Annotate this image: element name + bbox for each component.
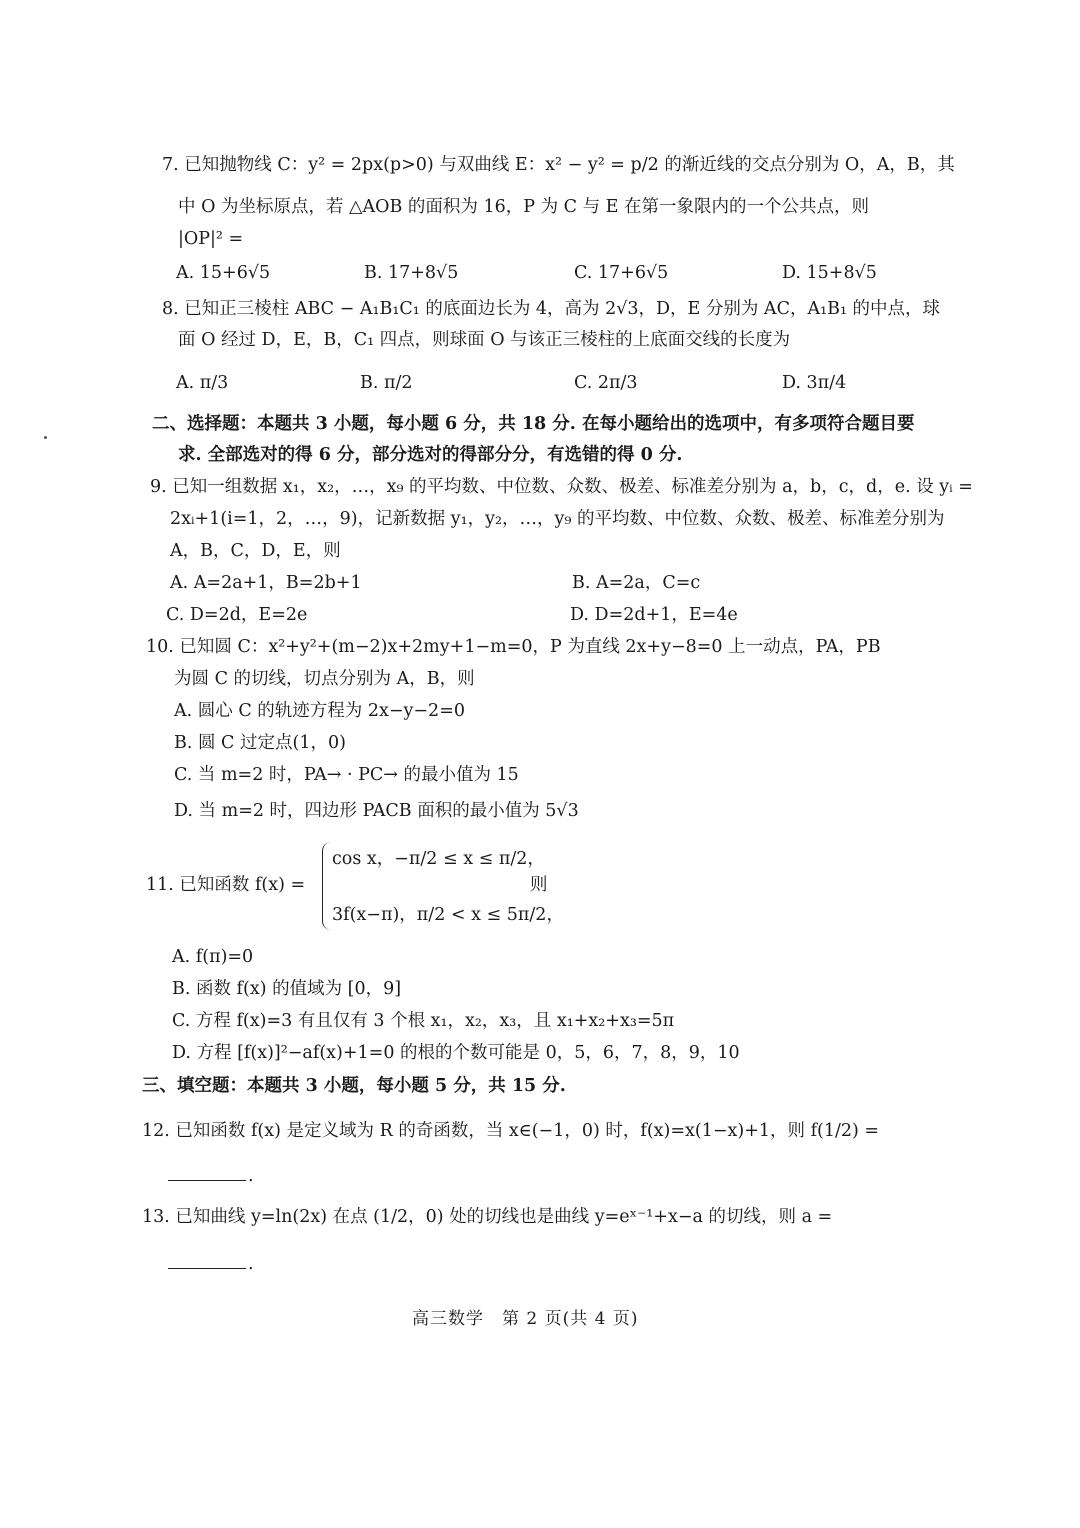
q11-option-d: D. 方程 [f(x)]²−af(x)+1=0 的根的个数可能是 0，5，6，7，8，9，10 <box>172 1043 740 1063</box>
q9-option-b: B. A=2a，C=c <box>572 573 701 593</box>
q9-line2: 2xᵢ+1(i=1，2，…，9)，记新数据 y₁，y₂，…，y₉ 的平均数、中位数、众数、极差、标准差分别为 <box>170 509 945 529</box>
q11-case1: cos x，−π/2 ≤ x ≤ π/2， <box>332 849 545 869</box>
q8-option-d: D. 3π/4 <box>782 373 847 393</box>
q12-period: . <box>248 1166 254 1186</box>
page-footer: 高三数学 第 2 页(共 4 页) <box>412 1309 639 1329</box>
q11-tail: 则 <box>530 875 548 895</box>
q12-line1: 12. 已知函数 f(x) 是定义域为 R 的奇函数，当 x∈(−1，0) 时，f(x)=x(1−x)+1，则 f(1/2) = <box>142 1121 880 1141</box>
q8-option-c: C. 2π/3 <box>574 373 638 393</box>
q7-option-b: B. 17+8√5 <box>364 263 459 283</box>
q8-option-b: B. π/2 <box>360 373 413 393</box>
q12-answer-blank[interactable] <box>168 1180 246 1181</box>
q7-option-a: A. 15+6√5 <box>176 263 271 283</box>
q11-option-a: A. f(π)=0 <box>172 947 254 967</box>
q9-option-c: C. D=2d，E=2e <box>166 605 308 625</box>
q11-option-c: C. 方程 f(x)=3 有且仅有 3 个根 x₁，x₂，x₃，且 x₁+x₂+x₃=5π <box>172 1011 675 1031</box>
q7-line3: |OP|² = <box>178 229 244 249</box>
q9-option-a: A. A=2a+1，B=2b+1 <box>170 573 362 593</box>
section-2-header-line2: 求. 全部选对的得 6 分，部分选对的得部分分，有选错的得 0 分. <box>178 445 683 465</box>
q7-line1: 7. 已知抛物线 C：y² = 2px(p>0) 与双曲线 E：x² − y² = p/2 的渐近线的交点分别为 O，A，B，其 <box>162 155 955 175</box>
q11-lead: 11. 已知函数 f(x) = <box>146 875 306 895</box>
q10-line2: 为圆 C 的切线，切点分别为 A，B，则 <box>174 669 475 689</box>
q11-option-b: B. 函数 f(x) 的值域为 [0，9] <box>172 979 402 999</box>
q10-option-c: C. 当 m=2 时，PA→ · PC→ 的最小值为 15 <box>174 765 519 785</box>
q10-option-a: A. 圆心 C 的轨迹方程为 2x−y−2=0 <box>174 701 465 721</box>
piecewise-brace <box>322 842 331 930</box>
q9-line3: A，B，C，D，E，则 <box>170 541 341 561</box>
section-2-header-line1: 二、选择题：本题共 3 小题，每小题 6 分，共 18 分. 在每小题给出的选项中，有多项符合题目要 <box>152 414 915 434</box>
q13-period: . <box>248 1254 254 1274</box>
q7-option-d: D. 15+8√5 <box>782 263 877 283</box>
q10-line1: 10. 已知圆 C：x²+y²+(m−2)x+2my+1−m=0，P 为直线 2x+y−8=0 上一动点，PA，PB <box>146 637 881 657</box>
q9-option-d: D. D=2d+1，E=4e <box>570 605 738 625</box>
q10-option-d: D. 当 m=2 时，四边形 PACB 面积的最小值为 5√3 <box>174 801 579 821</box>
scan-speck <box>44 436 47 439</box>
section-3-header: 三、填空题：本题共 3 小题，每小题 5 分，共 15 分. <box>142 1076 566 1096</box>
q10-option-b: B. 圆 C 过定点(1，0) <box>174 733 346 753</box>
q13-answer-blank[interactable] <box>168 1268 246 1269</box>
q7-option-c: C. 17+6√5 <box>574 263 669 283</box>
q11-case2: 3f(x−π)，π/2 < x ≤ 5π/2， <box>332 905 564 925</box>
q8-line1: 8. 已知正三棱柱 ABC − A₁B₁C₁ 的底面边长为 4，高为 2√3，D，E 分别为 AC，A₁B₁ 的中点，球 <box>162 299 941 319</box>
q9-line1: 9. 已知一组数据 x₁，x₂，…，x₉ 的平均数、中位数、众数、极差、标准差分别为 a，b，c，d，e. 设 yᵢ = <box>150 477 973 497</box>
q8-line2: 面 O 经过 D，E，B，C₁ 四点，则球面 O 与该正三棱柱的上底面交线的长度为 <box>178 330 791 350</box>
q8-option-a: A. π/3 <box>176 373 229 393</box>
q13-line1: 13. 已知曲线 y=ln(2x) 在点 (1/2，0) 处的切线也是曲线 y=eˣ⁻¹+x−a 的切线，则 a = <box>142 1207 833 1227</box>
q7-line2: 中 O 为坐标原点，若 △AOB 的面积为 16，P 为 C 与 E 在第一象限内的一个公共点，则 <box>178 197 869 217</box>
